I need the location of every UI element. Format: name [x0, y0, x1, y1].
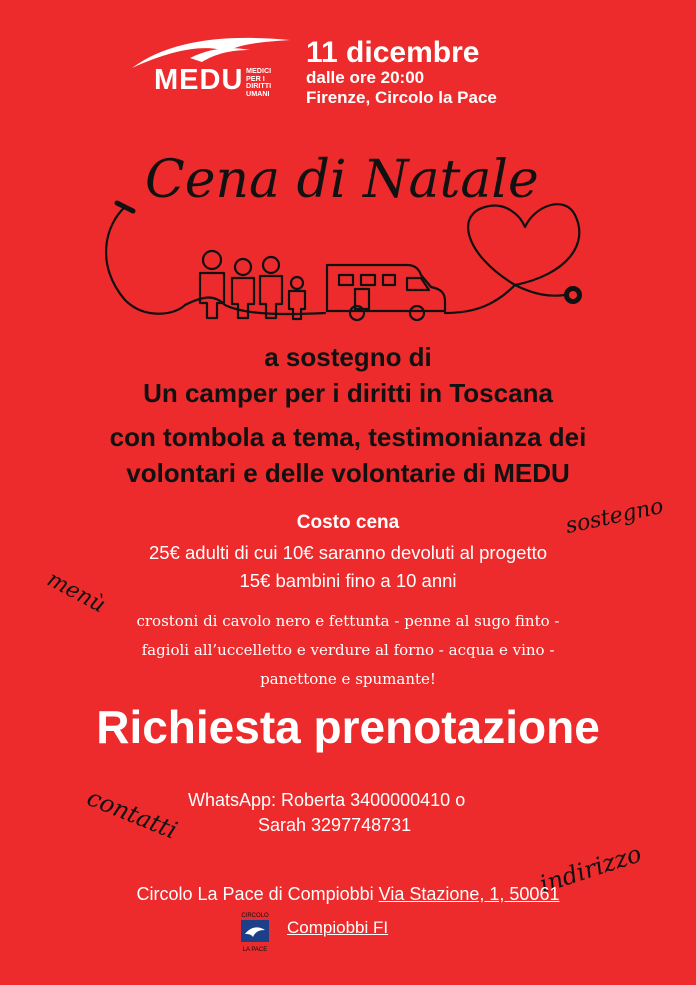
- circolo-la-pace-logo: CIRCOLO LA PACE: [237, 913, 273, 953]
- logo-word: MEDU: [154, 64, 244, 96]
- handwritten-contatti: contatti: [83, 783, 182, 845]
- stethoscope-illustration: [95, 135, 615, 345]
- family-icon: [200, 251, 305, 319]
- stethoscope-tube-icon: [106, 207, 185, 314]
- menu-line-1: crostoni di cavolo nero e fettunta - penne al sugo finto -: [136, 612, 560, 630]
- address-line: [0, 884, 696, 905]
- title-script: Cena di Natale: [145, 150, 539, 210]
- cost-adults: 25€ adulti di cui 10€ saranno devoluti al progetto: [148, 542, 548, 563]
- cost-children: 15€ bambini fino a 10 anni: [239, 570, 457, 591]
- menu-line-3: panettone e spumante!: [260, 670, 436, 688]
- street-link[interactable]: Via Stazione, 1, 50061: [378, 884, 560, 904]
- support-line-4: volontari e delle volontarie di MEDU: [126, 458, 570, 488]
- booking-title: Richiesta prenotazione: [96, 701, 600, 753]
- heart-icon: [445, 204, 579, 313]
- cost-title: Costo cena: [296, 512, 400, 533]
- event-date: 11 dicembre: [306, 36, 480, 69]
- whatsapp-line-1: WhatsApp: Roberta 3400000410 o: [188, 790, 466, 810]
- handwritten-sostegno: sostegno: [563, 493, 666, 540]
- camper-icon: [327, 265, 445, 320]
- menu-line-2: fagioli all’uccelletto e verdure al forno - acqua e vino -: [141, 641, 555, 659]
- medu-logo: [130, 30, 300, 100]
- handwritten-menu: menù: [42, 566, 110, 619]
- handwritten-indirizzo: indirizzo: [536, 839, 645, 899]
- event-time: dalle ore 20:00: [306, 68, 425, 87]
- logo-subtitle: MEDICI PER I DIRITTI UMANI: [246, 66, 272, 98]
- dove-icon: [237, 920, 273, 942]
- venue-name: Circolo La Pace di Compiobbi: [136, 884, 374, 904]
- event-place: Firenze, Circolo la Pace: [306, 88, 497, 107]
- support-line-3: con tombola a tema, testimonianza dei: [109, 422, 587, 452]
- whatsapp-line-2: Sarah 3297748731: [258, 815, 412, 835]
- support-line-1: a sostegno di: [264, 342, 432, 372]
- support-line-2: Un camper per i diritti in Toscana: [143, 378, 553, 408]
- town-link[interactable]: Compiobbi FI: [287, 918, 389, 937]
